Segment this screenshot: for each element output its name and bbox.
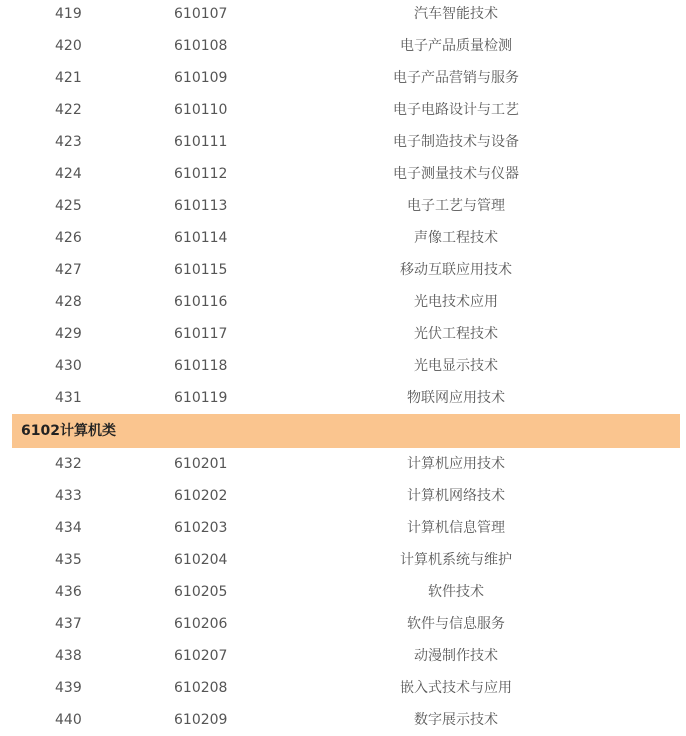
table-row — [0, 608, 686, 640]
major-code: 610115 — [174, 262, 228, 278]
row-number: 438 — [55, 648, 82, 664]
major-code: 610203 — [174, 520, 228, 536]
table-row — [0, 286, 686, 318]
table-row — [0, 0, 686, 30]
table-row — [0, 704, 686, 736]
major-code: 610111 — [174, 134, 228, 150]
major-name: 计算机系统与维护 — [400, 552, 512, 568]
major-name: 数字展示技术 — [414, 712, 498, 728]
major-name: 嵌入式技术与应用 — [400, 680, 512, 696]
table-row — [0, 318, 686, 350]
major-name: 电子产品营销与服务 — [393, 70, 519, 86]
row-number: 440 — [55, 712, 82, 728]
table-row — [0, 94, 686, 126]
row-number: 420 — [55, 38, 82, 54]
major-code: 610112 — [174, 166, 228, 182]
table-row — [0, 350, 686, 382]
row-number: 436 — [55, 584, 82, 600]
major-name: 软件技术 — [428, 584, 484, 600]
table-row — [0, 480, 686, 512]
table-row — [0, 640, 686, 672]
major-name: 移动互联应用技术 — [400, 262, 512, 278]
table-row — [0, 576, 686, 608]
row-number: 424 — [55, 166, 82, 182]
table-row — [0, 512, 686, 544]
major-name: 电子产品质量检测 — [400, 38, 512, 54]
table-group-computer — [0, 448, 686, 736]
major-name: 物联网应用技术 — [407, 390, 505, 406]
major-name: 光电显示技术 — [414, 358, 498, 374]
category-header-row — [12, 414, 680, 448]
major-name: 计算机网络技术 — [407, 488, 505, 504]
row-number: 421 — [55, 70, 82, 86]
table-row — [0, 448, 686, 480]
row-number: 431 — [55, 390, 82, 406]
major-code: 610206 — [174, 616, 228, 632]
major-name: 计算机信息管理 — [407, 520, 505, 536]
major-name: 电子制造技术与设备 — [393, 134, 519, 150]
major-name: 电子测量技术与仪器 — [393, 166, 519, 182]
major-code: 610113 — [174, 198, 228, 214]
table-row — [0, 30, 686, 62]
table-row — [0, 126, 686, 158]
row-number: 439 — [55, 680, 82, 696]
major-code: 610119 — [174, 390, 228, 406]
major-code: 610117 — [174, 326, 228, 342]
major-name: 动漫制作技术 — [414, 648, 498, 664]
major-name: 声像工程技术 — [414, 230, 498, 246]
major-code: 610209 — [174, 712, 228, 728]
major-code: 610116 — [174, 294, 228, 310]
row-number: 434 — [55, 520, 82, 536]
major-code: 610110 — [174, 102, 228, 118]
row-number: 435 — [55, 552, 82, 568]
row-number: 437 — [55, 616, 82, 632]
row-number: 429 — [55, 326, 82, 342]
row-number: 427 — [55, 262, 82, 278]
row-number: 432 — [55, 456, 82, 472]
row-number: 426 — [55, 230, 82, 246]
table-row — [0, 254, 686, 286]
row-number: 433 — [55, 488, 82, 504]
row-number: 422 — [55, 102, 82, 118]
major-code: 610204 — [174, 552, 228, 568]
major-code: 610107 — [174, 6, 228, 22]
major-name: 电子工艺与管理 — [407, 198, 505, 214]
major-name: 光伏工程技术 — [414, 326, 498, 342]
row-number: 428 — [55, 294, 82, 310]
table-row — [0, 158, 686, 190]
major-code: 610208 — [174, 680, 228, 696]
major-code: 610118 — [174, 358, 228, 374]
table-row — [0, 62, 686, 94]
major-name: 软件与信息服务 — [407, 616, 505, 632]
table-row — [0, 190, 686, 222]
major-name: 计算机应用技术 — [407, 456, 505, 472]
major-code: 610201 — [174, 456, 228, 472]
major-code: 610108 — [174, 38, 228, 54]
major-code: 610207 — [174, 648, 228, 664]
major-name: 汽车智能技术 — [414, 6, 498, 22]
row-number: 430 — [55, 358, 82, 374]
row-number: 419 — [55, 6, 82, 22]
major-code: 610202 — [174, 488, 228, 504]
category-header-label: 6102计算机类 — [21, 423, 116, 439]
major-code: 610114 — [174, 230, 228, 246]
table-row — [0, 544, 686, 576]
row-number: 425 — [55, 198, 82, 214]
row-number: 423 — [55, 134, 82, 150]
table-row — [0, 382, 686, 414]
major-code: 610205 — [174, 584, 228, 600]
major-code: 610109 — [174, 70, 228, 86]
major-name: 电子电路设计与工艺 — [393, 102, 519, 118]
table-row — [0, 222, 686, 254]
table-row — [0, 672, 686, 704]
major-name: 光电技术应用 — [414, 294, 498, 310]
